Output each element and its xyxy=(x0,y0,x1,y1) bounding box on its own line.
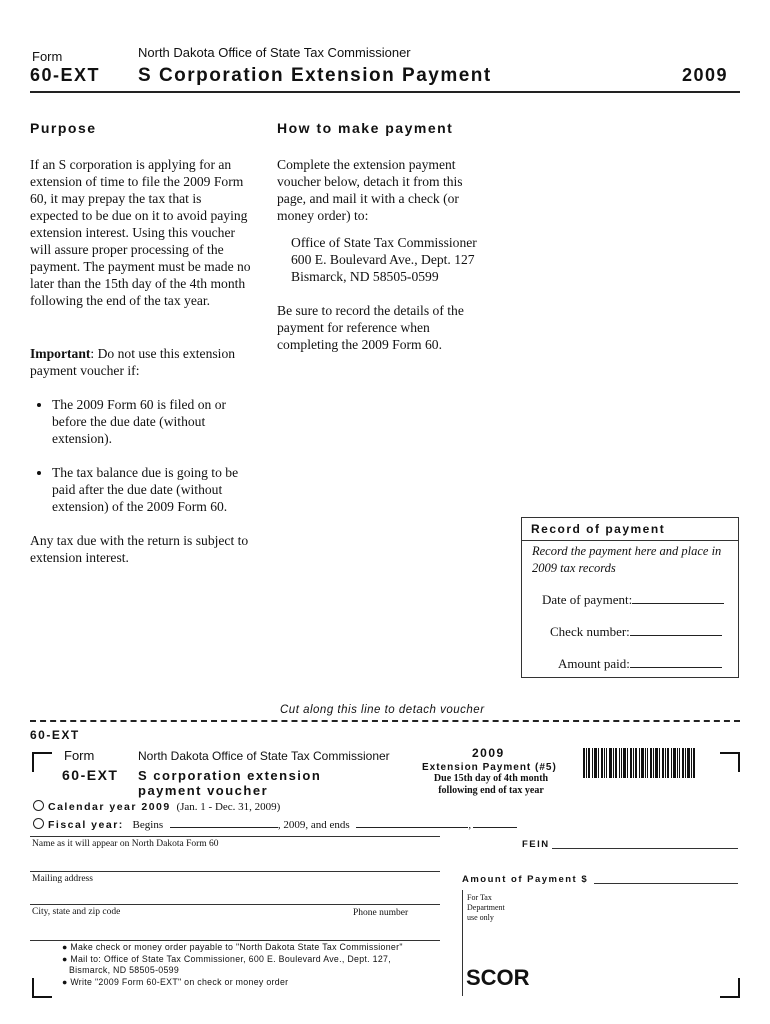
tax-year: 2009 xyxy=(682,65,729,85)
extension-payment-label: Extension Payment (#5) xyxy=(422,762,557,773)
purpose-closing: Any tax due with the return is subject to extension interest. xyxy=(30,533,249,565)
list-item: • The tax balance due is going to be paid after the due date (without extension) of the 2009 Form 60. xyxy=(52,464,264,515)
fiscal-comma: , xyxy=(468,819,472,831)
calendar-year-row xyxy=(33,800,280,813)
page-title: S Corporation Extension Payment xyxy=(138,65,492,86)
phone-number-label: Phone number xyxy=(353,908,409,918)
date-of-payment-row xyxy=(542,592,724,608)
record-heading: Record of payment xyxy=(531,522,666,536)
amount-of-payment-label: Amount of Payment $ xyxy=(462,874,589,885)
voucher-agency: North Dakota Office of State Tax Commissioner xyxy=(138,749,390,763)
header-rule xyxy=(30,91,740,93)
fiscal-end-field[interactable] xyxy=(356,827,468,828)
date-of-payment-field[interactable] xyxy=(632,603,724,604)
how-to-pay-paragraph: Complete the extension payment voucher below, detach it from this page, and mail it with a check (or money order) to: xyxy=(277,157,463,223)
record-subtitle: Record the payment here and place in 2009 tax records xyxy=(532,544,722,575)
city-state-zip-label: City, state and zip code xyxy=(32,907,121,917)
due-line-2: following end of tax year xyxy=(438,785,544,796)
fein-label: FEIN xyxy=(522,839,550,850)
corner-mark-top-left xyxy=(32,752,52,772)
scor-code: SCOR xyxy=(466,965,530,990)
bullet-icon: ● xyxy=(62,942,71,952)
list-item: ● Make check or money order payable to "North Dakota State Tax Commissioner" xyxy=(62,942,403,952)
form-number: 60-EXT xyxy=(30,65,101,85)
fiscal-year-row xyxy=(33,818,517,831)
record-of-payment-box xyxy=(521,517,739,678)
mailing-address xyxy=(291,234,521,285)
list-item: • The 2009 Form 60 is filed on or before the due date (without extension). xyxy=(52,396,264,447)
how-to-pay-closing: Be sure to record the details of the payment for reference when completing the 2009 Form 60. xyxy=(277,303,464,352)
fiscal-year-radio[interactable] xyxy=(33,818,44,829)
fiscal-ends-label: , 2009, and ends xyxy=(277,819,350,831)
cut-line-label: Cut along this line to detach voucher xyxy=(280,704,485,716)
voucher-year: 2009 xyxy=(472,746,505,760)
tax-dept-line: Department xyxy=(467,903,505,912)
tax-dept-line: use only xyxy=(467,913,494,922)
date-of-payment-label: Date of payment: xyxy=(542,592,633,607)
amount-of-payment-field[interactable] xyxy=(594,883,738,884)
fiscal-end-year-field[interactable] xyxy=(473,827,517,828)
fiscal-begins-label: Begins xyxy=(132,819,164,831)
city-state-zip-field[interactable] xyxy=(30,940,440,941)
agency-name: North Dakota Office of State Tax Commissioner xyxy=(138,45,411,60)
corner-mark-top-right xyxy=(720,752,740,772)
tax-dept-box-divider xyxy=(462,890,463,996)
voucher-title-line2: payment voucher xyxy=(138,783,269,798)
tax-dept-use-only xyxy=(467,893,505,923)
calendar-year-range: (Jan. 1 - Dec. 31, 2009) xyxy=(176,801,281,813)
name-field[interactable] xyxy=(30,836,440,837)
voucher-instructions xyxy=(62,942,403,988)
bullet-icon: ● xyxy=(62,976,71,987)
voucher-form-label: Form xyxy=(64,748,95,763)
purpose-bullets xyxy=(34,396,264,515)
record-divider xyxy=(522,540,738,541)
voucher-title-line1: S corporation extension xyxy=(138,768,322,783)
due-line-1: Due 15th day of 4th month xyxy=(433,773,549,784)
amount-paid-field[interactable] xyxy=(630,667,722,668)
corner-mark-bottom-right xyxy=(720,978,740,998)
barcode xyxy=(583,748,695,778)
amount-paid-row xyxy=(558,656,722,672)
how-to-pay-heading: How to make payment xyxy=(277,120,454,136)
address-line: Bismarck, ND 58505-0599 xyxy=(291,269,439,284)
list-item: ● Write "2009 Form 60-EXT" on check or money order xyxy=(62,976,289,987)
fein-field[interactable] xyxy=(552,848,738,849)
tax-dept-line: For Tax xyxy=(467,893,492,902)
amount-paid-label: Amount paid: xyxy=(558,656,630,671)
check-number-field[interactable] xyxy=(630,635,722,636)
list-item: ● Mail to: Office of State Tax Commissioner, 600 E. Boulevard Ave., Dept. 127, xyxy=(62,953,391,964)
fiscal-year-label: Fiscal year: xyxy=(48,819,124,831)
cut-line[interactable] xyxy=(30,720,740,722)
form-label: Form xyxy=(32,49,63,64)
mailing-address-field[interactable] xyxy=(30,904,440,905)
calendar-year-radio[interactable] xyxy=(33,800,44,811)
important-text: : Do not use this extension payment voucher if: xyxy=(30,346,236,378)
check-number-row xyxy=(550,624,722,640)
address-line: Office of State Tax Commissioner xyxy=(291,235,477,250)
important-note xyxy=(30,345,252,379)
corner-mark-bottom-left xyxy=(32,978,52,998)
fiscal-begin-field[interactable] xyxy=(170,827,278,828)
purpose-heading: Purpose xyxy=(30,120,97,136)
due-date-note xyxy=(420,773,562,797)
purpose-paragraph: If an S corporation is applying for an extension of time to file the 2009 Form 60, it may prepay the tax that is expected to be due on it to avoid paying extension interest. Using this voucher will assure proper processing of the payment. The payment must be made no later than the 15th day of the 4th month following the end of the tax year. xyxy=(30,157,251,308)
address-line: 600 E. Boulevard Ave., Dept. 127 xyxy=(291,252,475,267)
voucher-code: 60-EXT xyxy=(30,728,80,742)
voucher-title xyxy=(138,768,321,798)
name-label: Name as it will appear on North Dakota Form 60 xyxy=(32,839,219,849)
voucher-form-number: 60-EXT xyxy=(62,767,119,783)
list-item: Bismarck, ND 58505-0599 xyxy=(69,965,180,975)
check-number-label: Check number: xyxy=(550,624,630,639)
important-label: Important xyxy=(30,346,91,361)
bullet-icon: ● xyxy=(62,953,71,964)
mailing-address-divider xyxy=(30,871,440,872)
calendar-year-label: Calendar year 2009 xyxy=(48,801,171,813)
mailing-address-label: Mailing address xyxy=(32,874,93,884)
